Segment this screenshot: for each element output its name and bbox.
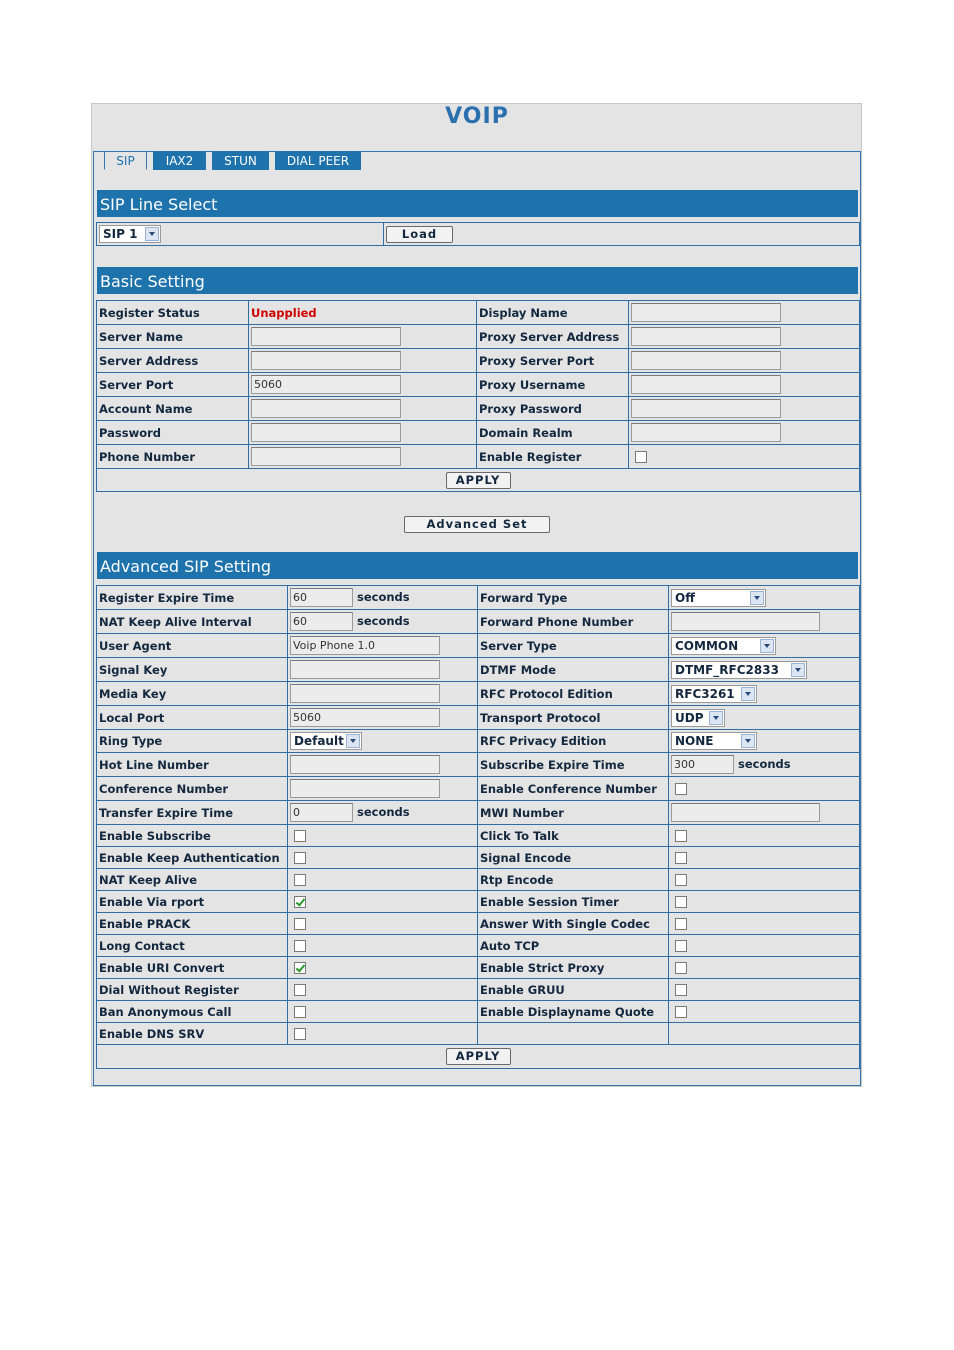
checkbox-option-label: Enable GRUU: [478, 979, 669, 1001]
checkbox-option-label: NAT Keep Alive: [97, 869, 288, 891]
checkbox-option-label: Enable URI Convert: [97, 957, 288, 979]
display-name-input[interactable]: [631, 303, 781, 322]
option-checkbox[interactable]: [294, 984, 306, 996]
seconds-unit: seconds: [357, 590, 410, 604]
server-type-select[interactable]: COMMON: [671, 637, 776, 655]
domain-realm-label: Domain Realm: [477, 421, 629, 445]
basic-setting-heading: Basic Setting: [97, 267, 858, 294]
dtmf-mode-select[interactable]: DTMF_RFC2833: [671, 661, 807, 679]
load-button[interactable]: Load: [386, 226, 453, 243]
proxy-server-address-input[interactable]: [631, 327, 781, 346]
tab-sip[interactable]: SIP: [104, 151, 147, 170]
option-checkbox[interactable]: [294, 874, 306, 886]
register-expire-time-input[interactable]: 60: [290, 588, 353, 607]
conference-number-input[interactable]: [290, 779, 440, 798]
advanced-sip-setting-heading: Advanced SIP Setting: [97, 552, 858, 579]
checkbox-option-label: Answer With Single Codec: [478, 913, 669, 935]
tab-dial-peer[interactable]: DIAL PEER: [275, 151, 361, 170]
signal-key-input[interactable]: [290, 660, 440, 679]
apply-basic-button[interactable]: APPLY: [446, 472, 511, 489]
rfc-protocol-edition-label: RFC Protocol Edition: [478, 682, 669, 706]
option-checkbox[interactable]: [675, 896, 687, 908]
user-agent-label: User Agent: [97, 634, 288, 658]
enable-conference-number-checkbox[interactable]: [675, 783, 687, 795]
checkbox-option-label: Rtp Encode: [478, 869, 669, 891]
advanced-setting-table: [96, 585, 860, 1069]
enable-conference-number-label: Enable Conference Number: [478, 777, 669, 801]
option-checkbox[interactable]: [675, 852, 687, 864]
forward-phone-number-label: Forward Phone Number: [478, 610, 669, 634]
server-port-input[interactable]: 5060: [251, 375, 401, 394]
transfer-expire-time-input[interactable]: 0: [290, 803, 353, 822]
option-checkbox[interactable]: [675, 830, 687, 842]
account-name-input[interactable]: [251, 399, 401, 418]
tab-stun[interactable]: STUN: [212, 151, 269, 170]
phone-number-label: Phone Number: [97, 445, 249, 469]
chevron-down-icon: [709, 711, 723, 725]
checkbox-option-label: Long Contact: [97, 935, 288, 957]
checkbox-option-label: Enable Strict Proxy: [478, 957, 669, 979]
hot-line-number-label: Hot Line Number: [97, 753, 288, 777]
server-port-label: Server Port: [97, 373, 249, 397]
option-checkbox[interactable]: [675, 962, 687, 974]
rfc-privacy-edition-select[interactable]: NONE: [671, 732, 757, 750]
server-name-input[interactable]: [251, 327, 401, 346]
checkbox-option-label: Enable Subscribe: [97, 825, 288, 847]
ring-type-label: Ring Type: [97, 730, 288, 753]
option-checkbox[interactable]: [294, 830, 306, 842]
checkbox-option-label: Ban Anonymous Call: [97, 1001, 288, 1023]
chevron-down-icon: [791, 663, 805, 677]
enable-register-label: Enable Register: [477, 445, 629, 469]
signal-key-label: Signal Key: [97, 658, 288, 682]
checkbox-option-label: Enable Keep Authentication: [97, 847, 288, 869]
seconds-unit: seconds: [357, 614, 410, 628]
transport-protocol-select[interactable]: UDP: [671, 709, 725, 727]
apply-advanced-button[interactable]: APPLY: [446, 1048, 511, 1065]
conference-number-label: Conference Number: [97, 777, 288, 801]
nat-keep-alive-interval-input[interactable]: 60: [290, 612, 353, 631]
account-name-label: Account Name: [97, 397, 249, 421]
server-name-label: Server Name: [97, 325, 249, 349]
chevron-down-icon: [145, 227, 159, 241]
proxy-server-address-label: Proxy Server Address: [477, 325, 629, 349]
line-select-table: [96, 222, 860, 246]
option-checkbox[interactable]: [675, 874, 687, 886]
chevron-down-icon: [760, 639, 774, 653]
chevron-down-icon: [741, 687, 755, 701]
proxy-username-label: Proxy Username: [477, 373, 629, 397]
chevron-down-icon: [750, 591, 764, 605]
checkbox-option-label: [478, 1023, 669, 1045]
ring-type-select[interactable]: Default: [290, 732, 362, 750]
phone-number-input[interactable]: [251, 447, 401, 466]
tab-iax2[interactable]: IAX2: [153, 151, 206, 170]
option-checkbox[interactable]: [675, 918, 687, 930]
checkbox-option-label: Enable Session Timer: [478, 891, 669, 913]
option-checkbox[interactable]: [294, 918, 306, 930]
subscribe-expire-time-label: Subscribe Expire Time: [478, 753, 669, 777]
seconds-unit: seconds: [738, 757, 791, 771]
register-status-value: Unapplied: [251, 305, 317, 320]
rfc-privacy-edition-label: RFC Privacy Edition: [478, 730, 669, 753]
page-title: VOIP: [445, 104, 509, 129]
proxy-password-label: Proxy Password: [477, 397, 629, 421]
password-label: Password: [97, 421, 249, 445]
checkbox-option-label: Dial Without Register: [97, 979, 288, 1001]
option-checkbox[interactable]: [294, 1006, 306, 1018]
checkbox-option-label: Enable PRACK: [97, 913, 288, 935]
user-agent-input[interactable]: Voip Phone 1.0: [290, 636, 440, 655]
checkbox-option-label: Enable DNS SRV: [97, 1023, 288, 1045]
proxy-server-port-label: Proxy Server Port: [477, 349, 629, 373]
proxy-server-port-input[interactable]: [631, 351, 781, 370]
media-key-input[interactable]: [290, 684, 440, 703]
media-key-label: Media Key: [97, 682, 288, 706]
option-checkbox[interactable]: [675, 940, 687, 952]
proxy-username-input[interactable]: [631, 375, 781, 394]
server-type-label: Server Type: [478, 634, 669, 658]
rfc-protocol-edition-select[interactable]: RFC3261: [671, 685, 757, 703]
register-status-label: Register Status: [97, 301, 249, 325]
password-input[interactable]: [251, 423, 401, 442]
transport-protocol-label: Transport Protocol: [478, 706, 669, 730]
checkbox-option-label: Enable Displayname Quote: [478, 1001, 669, 1023]
nat-keep-alive-interval-label: NAT Keep Alive Interval: [97, 610, 288, 634]
hot-line-number-input[interactable]: [290, 755, 440, 774]
mwi-number-input[interactable]: [671, 803, 820, 822]
local-port-input[interactable]: 5060: [290, 708, 440, 727]
option-checkbox[interactable]: [675, 1006, 687, 1018]
domain-realm-input[interactable]: [631, 423, 781, 442]
server-address-input[interactable]: [251, 351, 401, 370]
checkbox-option-label: Auto TCP: [478, 935, 669, 957]
checkbox-option-label: Enable Via rport: [97, 891, 288, 913]
transfer-expire-time-label: Transfer Expire Time: [97, 801, 288, 825]
enable-register-checkbox[interactable]: [635, 451, 647, 463]
option-checkbox[interactable]: [675, 984, 687, 996]
server-address-label: Server Address: [97, 349, 249, 373]
sip-line-select[interactable]: SIP 1: [99, 225, 161, 243]
option-checkbox[interactable]: [294, 940, 306, 952]
forward-type-select[interactable]: Off: [671, 589, 766, 607]
forward-type-label: Forward Type: [478, 586, 669, 610]
subscribe-expire-time-input[interactable]: 300: [671, 755, 734, 774]
register-expire-time-label: Register Expire Time: [97, 586, 288, 610]
option-checkbox[interactable]: [294, 896, 306, 908]
proxy-password-input[interactable]: [631, 399, 781, 418]
local-port-label: Local Port: [97, 706, 288, 730]
forward-phone-number-input[interactable]: [671, 612, 820, 631]
basic-setting-table: [96, 300, 860, 492]
chevron-down-icon: [741, 734, 755, 748]
seconds-unit: seconds: [357, 805, 410, 819]
mwi-number-label: MWI Number: [478, 801, 669, 825]
option-checkbox[interactable]: [294, 1028, 306, 1040]
option-checkbox[interactable]: [294, 852, 306, 864]
checkbox-option-label: Signal Encode: [478, 847, 669, 869]
checkbox-option-label: Click To Talk: [478, 825, 669, 847]
option-checkbox[interactable]: [294, 962, 306, 974]
display-name-label: Display Name: [477, 301, 629, 325]
advanced-set-button[interactable]: Advanced Set: [404, 516, 550, 533]
sip-line-select-heading: SIP Line Select: [97, 190, 858, 217]
chevron-down-icon: [346, 734, 360, 748]
dtmf-mode-label: DTMF Mode: [478, 658, 669, 682]
